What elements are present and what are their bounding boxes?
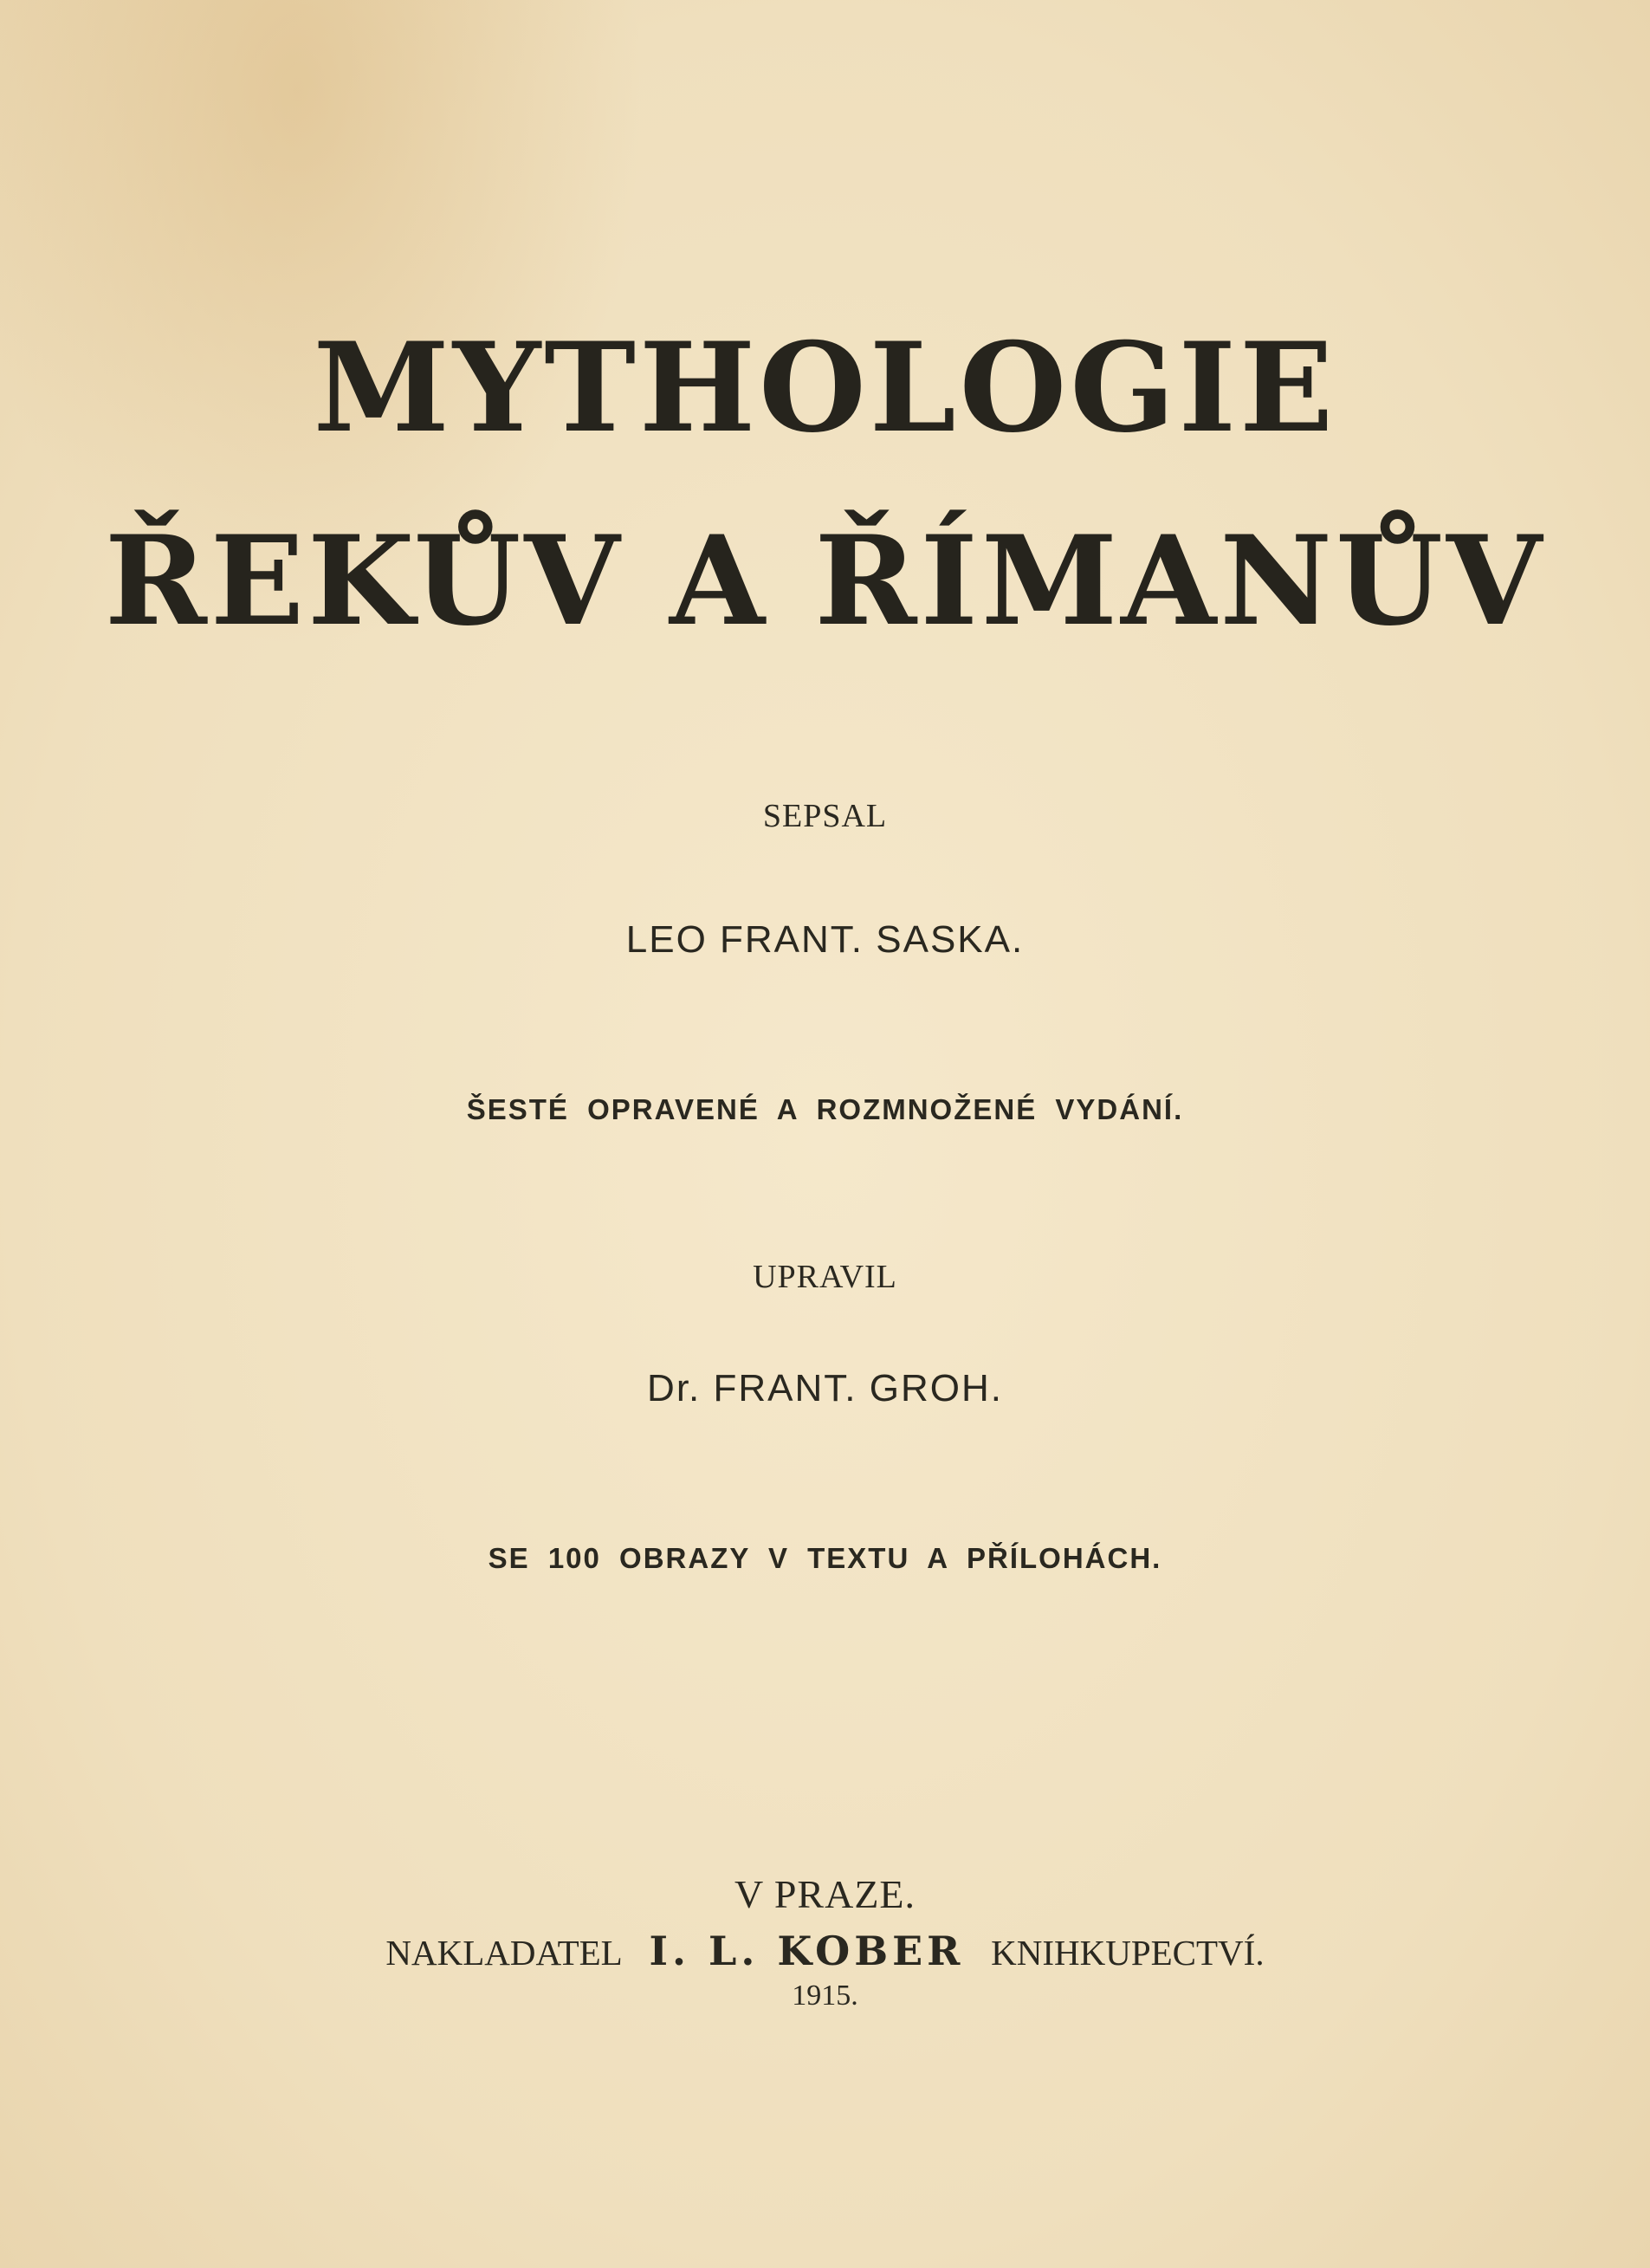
imprint-place: V PRAZE.	[734, 1872, 916, 1916]
publisher-name: I. L. KOBER	[649, 1928, 965, 1974]
edition-statement: ŠESTÉ OPRAVENÉ A ROZMNOŽENÉ VYDÁNÍ.	[466, 1093, 1184, 1125]
title-line-1: MYTHOLOGIE	[313, 316, 1337, 460]
illustrations-note: SE 100 OBRAZY V TEXTU A PŘÍLOHÁCH.	[488, 1542, 1162, 1574]
imprint-publisher	[0, 1928, 1650, 1974]
author-name: LEO FRANT. SASKA.	[625, 918, 1025, 961]
title-line-2: ŘEKŮV A ŘÍMANŮV	[104, 509, 1546, 653]
publisher-suffix: KNIHKUPECTVÍ.	[991, 1933, 1265, 1973]
publisher-prefix: NAKLADATEL	[385, 1933, 623, 1973]
editor-label: UPRAVIL	[753, 1259, 897, 1295]
author-label: SEPSAL	[762, 798, 888, 834]
imprint-year: 1915.	[792, 1980, 858, 2012]
editor-name: Dr. FRANT. GROH.	[647, 1367, 1003, 1409]
